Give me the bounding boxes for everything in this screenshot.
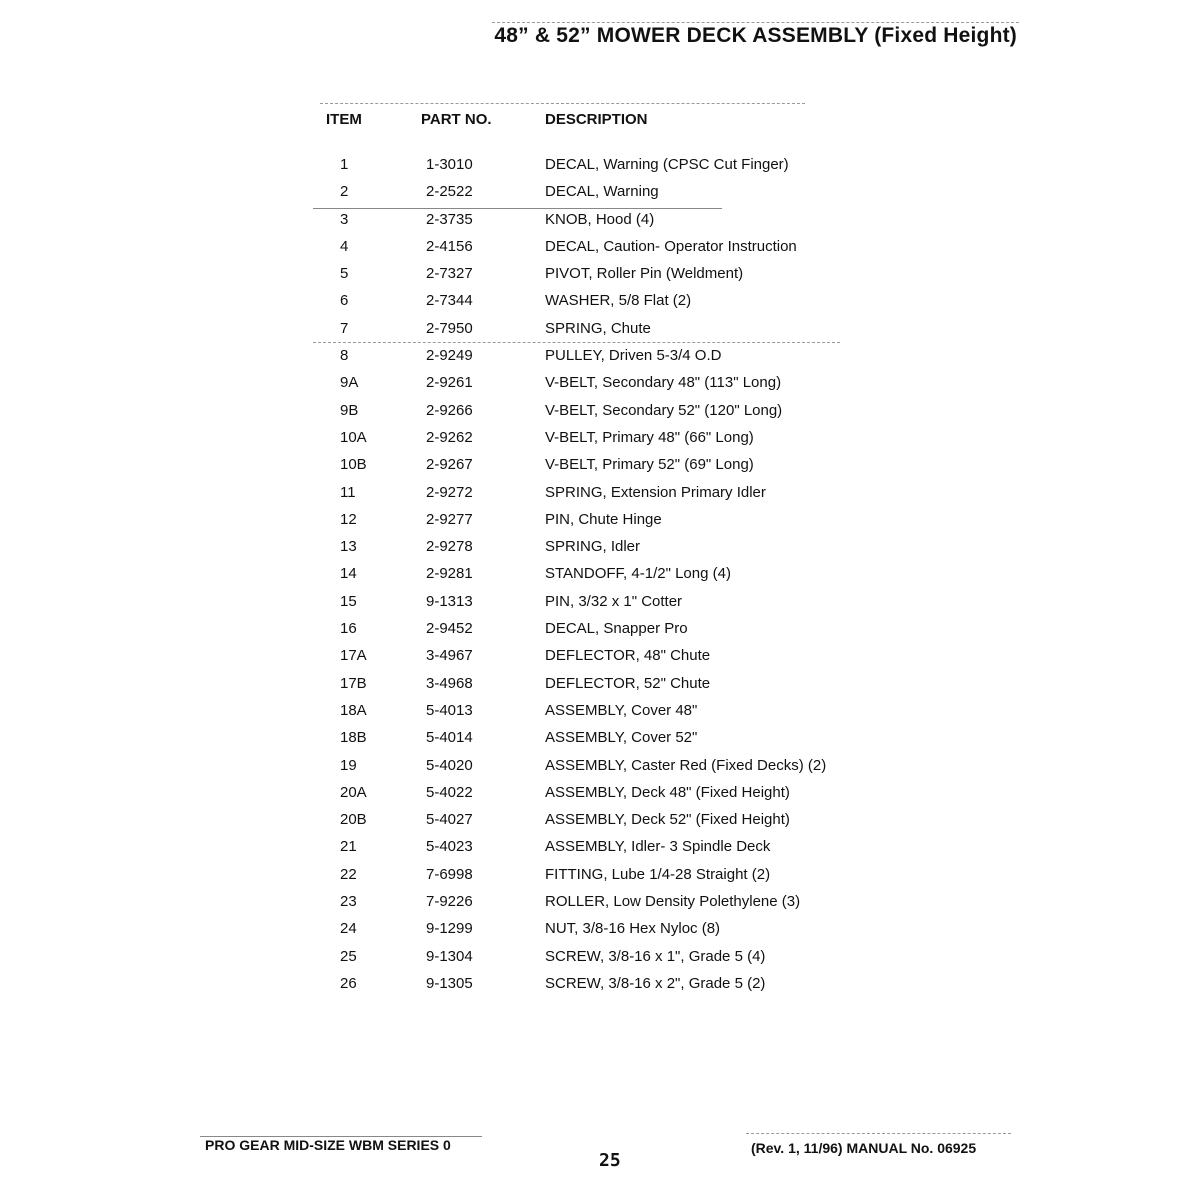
part-description: STANDOFF, 4-1/2" Long (4)	[545, 565, 731, 583]
item-number: 11	[340, 483, 356, 501]
item-number: 14	[340, 565, 357, 583]
table-row	[0, 179, 1200, 206]
item-number: 21	[340, 838, 357, 856]
part-number: 2-9452	[426, 620, 473, 638]
footer-series: PRO GEAR MID-SIZE WBM SERIES 0	[205, 1137, 451, 1153]
item-number: 13	[340, 538, 357, 556]
item-number: 8	[340, 347, 349, 365]
part-number: 2-9277	[426, 510, 473, 528]
part-description: ASSEMBLY, Cover 48"	[545, 701, 698, 719]
table-row	[0, 780, 1200, 807]
item-number: 19	[340, 756, 357, 774]
table-row	[0, 261, 1200, 288]
part-description: DECAL, Warning	[545, 183, 659, 201]
part-number: 5-4013	[426, 701, 473, 719]
item-number: 16	[340, 620, 357, 638]
item-number: 12	[340, 510, 357, 528]
table-top-rule	[320, 103, 805, 104]
part-description: SPRING, Idler	[545, 538, 641, 556]
item-number: 9B	[340, 401, 359, 419]
table-row	[0, 234, 1200, 261]
part-description: ASSEMBLY, Deck 48" (Fixed Height)	[545, 783, 790, 801]
part-number: 2-7950	[426, 319, 473, 337]
item-number: 18A	[340, 701, 367, 719]
column-header-description: DESCRIPTION	[545, 111, 648, 128]
part-number: 5-4027	[426, 811, 473, 829]
table-row	[0, 643, 1200, 670]
table-row	[0, 698, 1200, 725]
title-rule	[492, 22, 1019, 23]
item-number: 4	[340, 237, 349, 255]
part-number: 5-4022	[426, 783, 473, 801]
part-number: 2-9266	[426, 401, 473, 419]
table-row	[0, 889, 1200, 916]
parts-table	[0, 152, 1200, 998]
part-description: V-BELT, Primary 48" (66" Long)	[545, 428, 754, 446]
part-description: NUT, 3/8-16 Hex Nyloc (8)	[545, 920, 721, 938]
part-description: DEFLECTOR, 48" Chute	[545, 647, 711, 665]
item-number: 17B	[340, 674, 367, 692]
table-row	[0, 152, 1200, 179]
table-row	[0, 507, 1200, 534]
part-description: ASSEMBLY, Idler- 3 Spindle Deck	[545, 838, 771, 856]
part-description: PIVOT, Roller Pin (Weldment)	[545, 265, 744, 283]
part-number: 2-9267	[426, 456, 473, 474]
item-number: 10A	[340, 428, 367, 446]
table-row	[0, 534, 1200, 561]
part-number: 7-9226	[426, 893, 473, 911]
part-number: 2-9249	[426, 347, 473, 365]
table-row	[0, 370, 1200, 397]
part-number: 7-6998	[426, 865, 473, 883]
part-description: ASSEMBLY, Cover 52"	[545, 729, 698, 747]
item-number: 7	[340, 319, 349, 337]
item-number: 5	[340, 265, 349, 283]
table-row	[0, 753, 1200, 780]
page-title: 48” & 52” MOWER DECK ASSEMBLY (Fixed Height)	[494, 24, 1017, 47]
part-number: 2-4156	[426, 237, 473, 255]
part-number: 9-1299	[426, 920, 473, 938]
part-number: 2-9262	[426, 428, 473, 446]
table-row	[0, 944, 1200, 971]
item-number: 26	[340, 974, 357, 992]
item-number: 20A	[340, 783, 367, 801]
table-row	[0, 561, 1200, 588]
table-row	[0, 971, 1200, 998]
table-row	[0, 616, 1200, 643]
part-number: 2-9281	[426, 565, 473, 583]
footer-manual-number: (Rev. 1, 11/96) MANUAL No. 06925	[751, 1140, 977, 1156]
part-number: 5-4014	[426, 729, 473, 747]
part-description: V-BELT, Secondary 52" (120" Long)	[545, 401, 783, 419]
item-number: 1	[340, 156, 349, 173]
item-number: 22	[340, 865, 357, 883]
part-number: 2-9272	[426, 483, 473, 501]
item-number: 6	[340, 292, 349, 310]
part-number: 2-7327	[426, 265, 473, 283]
item-number: 3	[340, 210, 349, 228]
table-row	[0, 671, 1200, 698]
part-description: WASHER, 5/8 Flat (2)	[545, 292, 692, 310]
part-description: DECAL, Caution- Operator Instruction	[545, 237, 797, 255]
part-description: V-BELT, Primary 52" (69" Long)	[545, 456, 754, 474]
part-description: SCREW, 3/8-16 x 1", Grade 5 (4)	[545, 947, 766, 965]
part-description: DECAL, Snapper Pro	[545, 620, 688, 638]
part-description: ROLLER, Low Density Polethylene (3)	[545, 893, 801, 911]
part-number: 5-4020	[426, 756, 473, 774]
part-description: SPRING, Chute	[545, 319, 651, 337]
part-number: 3-4968	[426, 674, 473, 692]
part-number: 9-1313	[426, 592, 473, 610]
table-row	[0, 916, 1200, 943]
part-number: 3-4967	[426, 647, 473, 665]
item-number: 18B	[340, 729, 367, 747]
footer-right-rule	[746, 1133, 1011, 1134]
part-number: 2-9278	[426, 538, 473, 556]
table-row	[0, 480, 1200, 507]
part-description: ASSEMBLY, Deck 52" (Fixed Height)	[545, 811, 790, 829]
item-number: 2	[340, 183, 349, 201]
table-row	[0, 589, 1200, 616]
part-number: 2-2522	[426, 183, 473, 201]
part-description: PULLEY, Driven 5-3/4 O.D	[545, 347, 722, 365]
part-description: DECAL, Warning (CPSC Cut Finger)	[545, 156, 789, 173]
table-row	[0, 316, 1200, 343]
item-number: 23	[340, 893, 357, 911]
part-description: ASSEMBLY, Caster Red (Fixed Decks) (2)	[545, 756, 827, 774]
item-number: 17A	[340, 647, 367, 665]
part-number: 2-9261	[426, 374, 473, 392]
item-number: 9A	[340, 374, 359, 392]
item-number: 15	[340, 592, 357, 610]
item-number: 24	[340, 920, 357, 938]
part-number: 2-3735	[426, 210, 473, 228]
part-description: KNOB, Hood (4)	[545, 210, 655, 228]
part-number: 9-1304	[426, 947, 473, 965]
part-description: SPRING, Extension Primary Idler	[545, 483, 766, 501]
part-number: 2-7344	[426, 292, 473, 310]
column-header-item: ITEM	[326, 111, 362, 128]
part-description: SCREW, 3/8-16 x 2", Grade 5 (2)	[545, 974, 766, 992]
page-number: 25	[599, 1150, 621, 1171]
item-number: 10B	[340, 456, 367, 474]
part-description: FITTING, Lube 1/4-28 Straight (2)	[545, 865, 771, 883]
table-row	[0, 807, 1200, 834]
table-row	[0, 834, 1200, 861]
part-number: 1-3010	[426, 156, 473, 173]
table-row	[0, 425, 1200, 452]
table-row	[0, 725, 1200, 752]
table-row	[0, 343, 1200, 370]
table-row	[0, 207, 1200, 234]
table-row	[0, 398, 1200, 425]
part-number: 5-4023	[426, 838, 473, 856]
table-row	[0, 288, 1200, 315]
column-header-part-no: PART NO.	[421, 111, 492, 128]
item-number: 20B	[340, 811, 367, 829]
table-row	[0, 452, 1200, 479]
table-row	[0, 862, 1200, 889]
part-description: PIN, 3/32 x 1" Cotter	[545, 592, 683, 610]
item-number: 25	[340, 947, 357, 965]
part-number: 9-1305	[426, 974, 473, 992]
part-description: V-BELT, Secondary 48" (113" Long)	[545, 374, 782, 392]
part-description: PIN, Chute Hinge	[545, 510, 662, 528]
part-description: DEFLECTOR, 52" Chute	[545, 674, 711, 692]
